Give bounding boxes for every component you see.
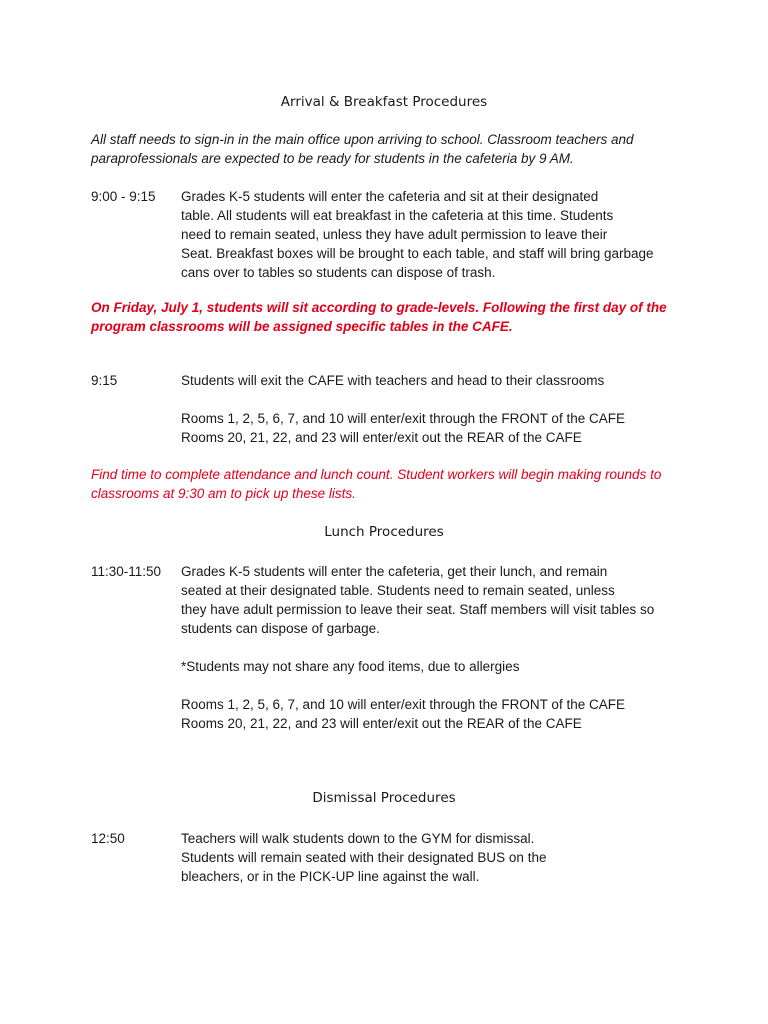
entry-line: cans over to tables so students can dispose of trash.: [181, 265, 496, 280]
entry-line: students can dispose of garbage.: [181, 621, 380, 636]
entry-line: Teachers will walk students down to the GYM for dismissal.: [181, 831, 535, 846]
blank-line: [181, 676, 691, 695]
entry-line: they have adult permission to leave their seat. Staff members will visit tables so: [181, 602, 655, 617]
entry-body: [181, 187, 691, 282]
attendance-note-line: Find time to complete attendance and lunch count. Student workers will begin making rounds to: [91, 467, 662, 482]
allergy-note: *Students may not share any food items, due to allergies: [181, 659, 520, 674]
entry-body: [181, 371, 691, 447]
dismissal-section-title: Dismissal Procedures: [312, 790, 456, 806]
entry-time: 12:50: [91, 831, 125, 846]
rooms-front-line: Rooms 1, 2, 5, 6, 7, and 10 will enter/exit through the FRONT of the CAFE: [181, 697, 625, 712]
attendance-note-line: classrooms at 9:30 am to pick up these lists.: [91, 486, 356, 501]
entry-line: need to remain seated, unless they have adult permission to leave their: [181, 227, 608, 242]
lunch-section-title: Lunch Procedures: [324, 524, 444, 540]
rooms-rear-line: Rooms 20, 21, 22, and 23 will enter/exit out the REAR of the CAFE: [181, 716, 582, 731]
blank-line: [181, 390, 691, 409]
entry-line: Grades K-5 students will enter the cafeteria, get their lunch, and remain: [181, 564, 608, 579]
friday-note-line: program classrooms will be assigned specific tables in the CAFE.: [91, 319, 513, 334]
rooms-front-line: Rooms 1, 2, 5, 6, 7, and 10 will enter/exit through the FRONT of the CAFE: [181, 411, 625, 426]
arrival-section-title: Arrival & Breakfast Procedures: [280, 94, 488, 110]
rooms-rear-line: Rooms 20, 21, 22, and 23 will enter/exit out the REAR of the CAFE: [181, 430, 582, 445]
entry-line: Grades K-5 students will enter the cafeteria and sit at their designated: [181, 189, 599, 204]
entry-line: Seat. Breakfast boxes will be brought to each table, and staff will bring garbage: [181, 246, 654, 261]
entry-time: 11:30-11:50: [91, 564, 162, 579]
arrival-intro-line: All staff needs to sign-in in the main office upon arriving to school. Classroom teachers and: [91, 132, 634, 147]
entry-body: [181, 829, 691, 886]
attendance-note: [91, 465, 711, 503]
entry-line: table. All students will eat breakfast in the cafeteria at this time. Students: [181, 208, 614, 223]
entry-line: seated at their designated table. Students need to remain seated, unless: [181, 583, 615, 598]
friday-note-line: On Friday, July 1, students will sit according to grade-levels. Following the first day of the: [91, 300, 667, 315]
entry-time: 9:15: [91, 373, 118, 388]
entry-line: bleachers, or in the PICK-UP line against the wall.: [181, 869, 480, 884]
arrival-intro-line: paraprofessionals are expected to be ready for students in the cafeteria by 9 AM.: [91, 151, 574, 166]
friday-seating-note: [91, 298, 691, 336]
arrival-intro: [91, 130, 691, 168]
entry-time: 9:00 - 9:15: [91, 189, 156, 204]
entry-line: Students will remain seated with their designated BUS on the: [181, 850, 547, 865]
entry-body: [181, 562, 691, 733]
entry-line: Students will exit the CAFE with teachers and head to their classrooms: [181, 373, 605, 388]
blank-line: [181, 638, 691, 657]
